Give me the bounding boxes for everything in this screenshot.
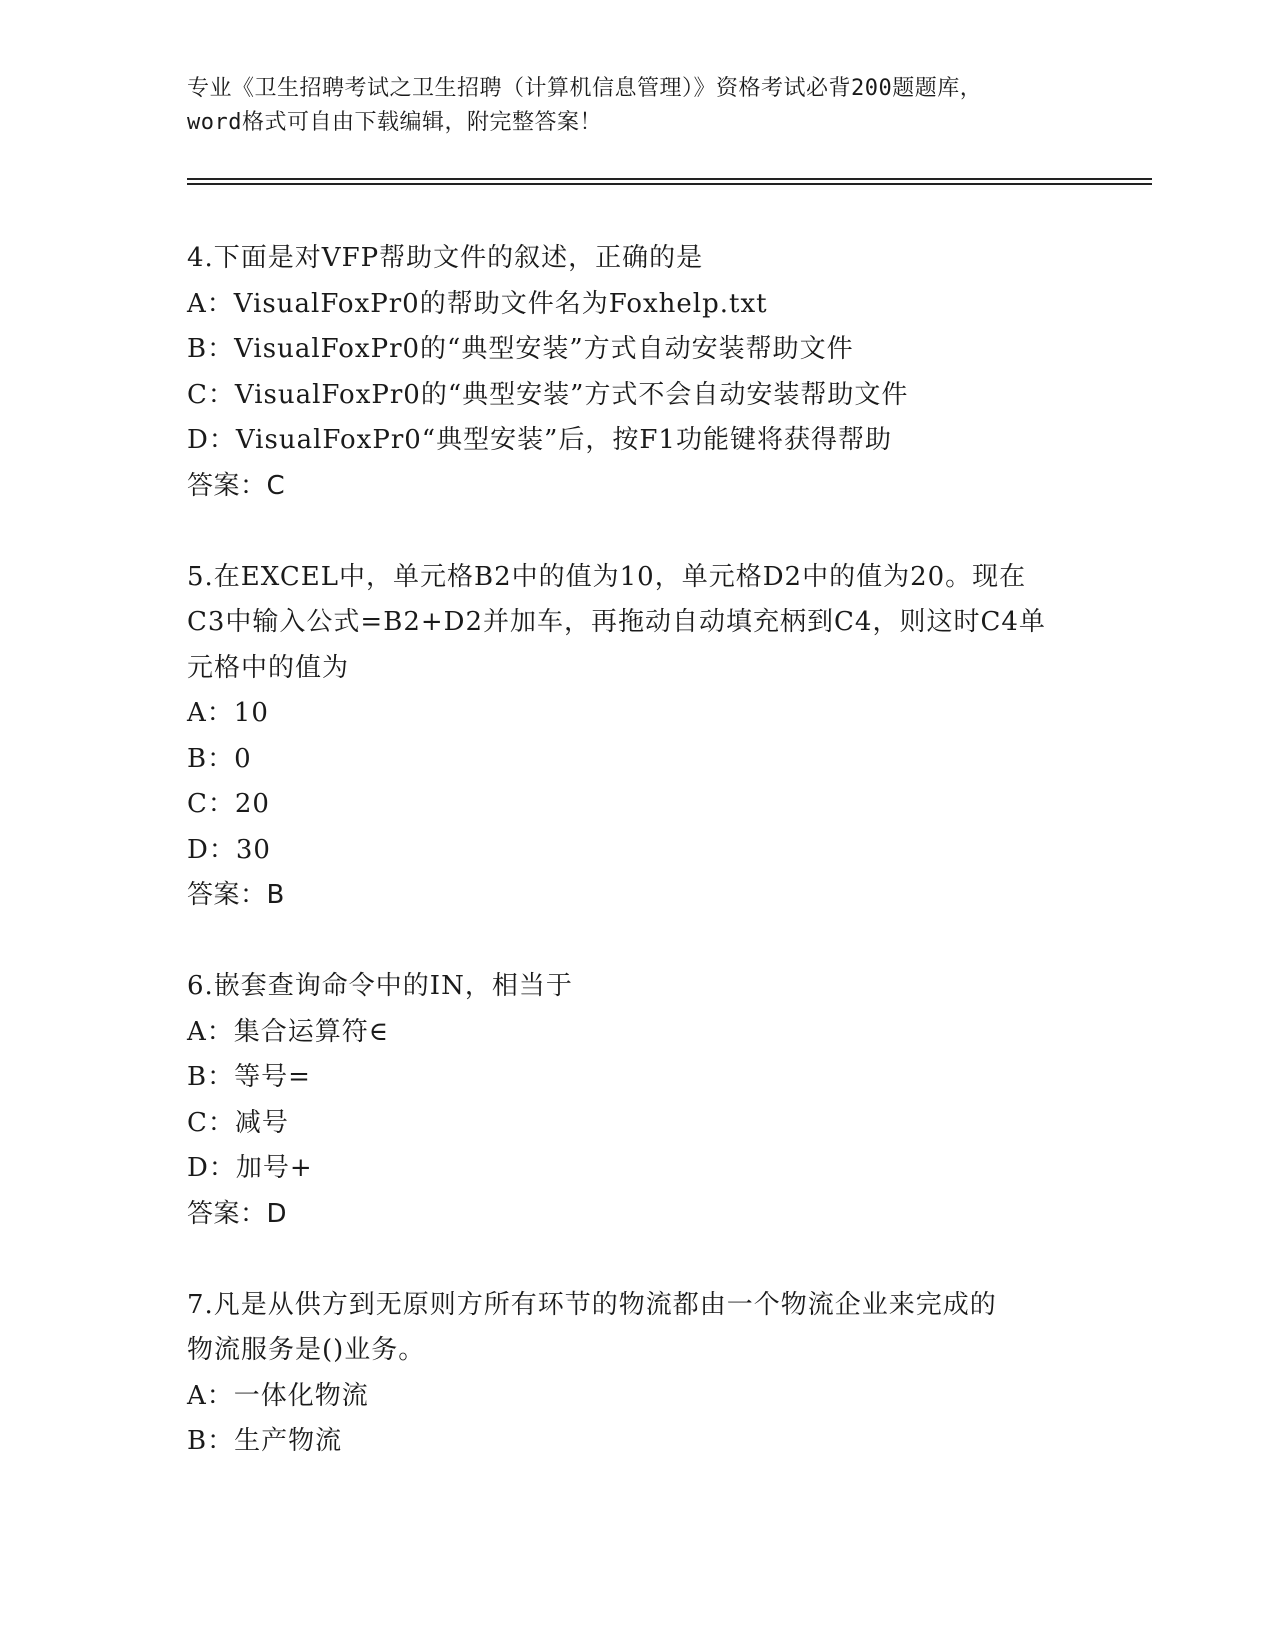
header-line-1: 专业《卫生招聘考试之卫生招聘（计算机信息管理）》资格考试必背200题题库， (187, 76, 983, 101)
option-a: A：一体化物流 (187, 1380, 369, 1411)
option-b: B：生产物流 (187, 1426, 343, 1456)
question-text: 6.嵌套查询命令中的IN，相当于 (187, 971, 573, 1001)
question-7 (187, 1283, 1087, 1465)
option-d: D：VisualFoxPr0“典型安装”后，按F1功能键将获得帮助 (187, 425, 892, 455)
question-5 (187, 555, 1087, 919)
option-b: B：等号= (187, 1062, 311, 1092)
option-b: B：0 (187, 743, 252, 774)
header-divider-top (187, 178, 1152, 180)
question-text: 元格中的值为 (187, 652, 350, 683)
option-c: C：减号 (187, 1107, 289, 1138)
option-a: A：VisualFoxPr0的帮助文件名为Foxhelp.txt (187, 288, 768, 319)
question-6 (187, 964, 1087, 1237)
question-text: 物流服务是()业务。 (187, 1335, 426, 1365)
question-text: C3中输入公式=B2+D2并加车，再拖动自动填充柄到C4，则这时C4单 (187, 607, 1046, 637)
question-text: 5.在EXCEL中，单元格B2中的值为10，单元格D2中的值为20。现在 (187, 561, 1027, 592)
option-a: A：10 (187, 698, 269, 728)
option-c: C：VisualFoxPr0的“典型安装”方式不会自动安装帮助文件 (187, 379, 909, 410)
document-header (187, 72, 1087, 140)
option-c: C：20 (187, 789, 270, 819)
option-d: D：30 (187, 834, 271, 865)
question-4 (187, 236, 1087, 509)
question-text: 7.凡是从供方到无原则方所有环节的物流都由一个物流企业来完成的 (187, 1289, 997, 1320)
question-text: 4.下面是对VFP帮助文件的叙述，正确的是 (187, 243, 704, 273)
answer: 答案：D (187, 1198, 288, 1229)
header-line-2: word格式可自由下载编辑，附完整答案！ (187, 110, 602, 135)
option-b: B：VisualFoxPr0的“典型安装”方式自动安装帮助文件 (187, 334, 854, 364)
option-d: D：加号+ (187, 1153, 313, 1183)
option-a: A：集合运算符∈ (187, 1016, 390, 1047)
answer: 答案：B (187, 880, 285, 910)
question-list (187, 236, 1087, 1510)
answer: 答案：C (187, 470, 286, 501)
header-divider-bottom (187, 183, 1152, 185)
